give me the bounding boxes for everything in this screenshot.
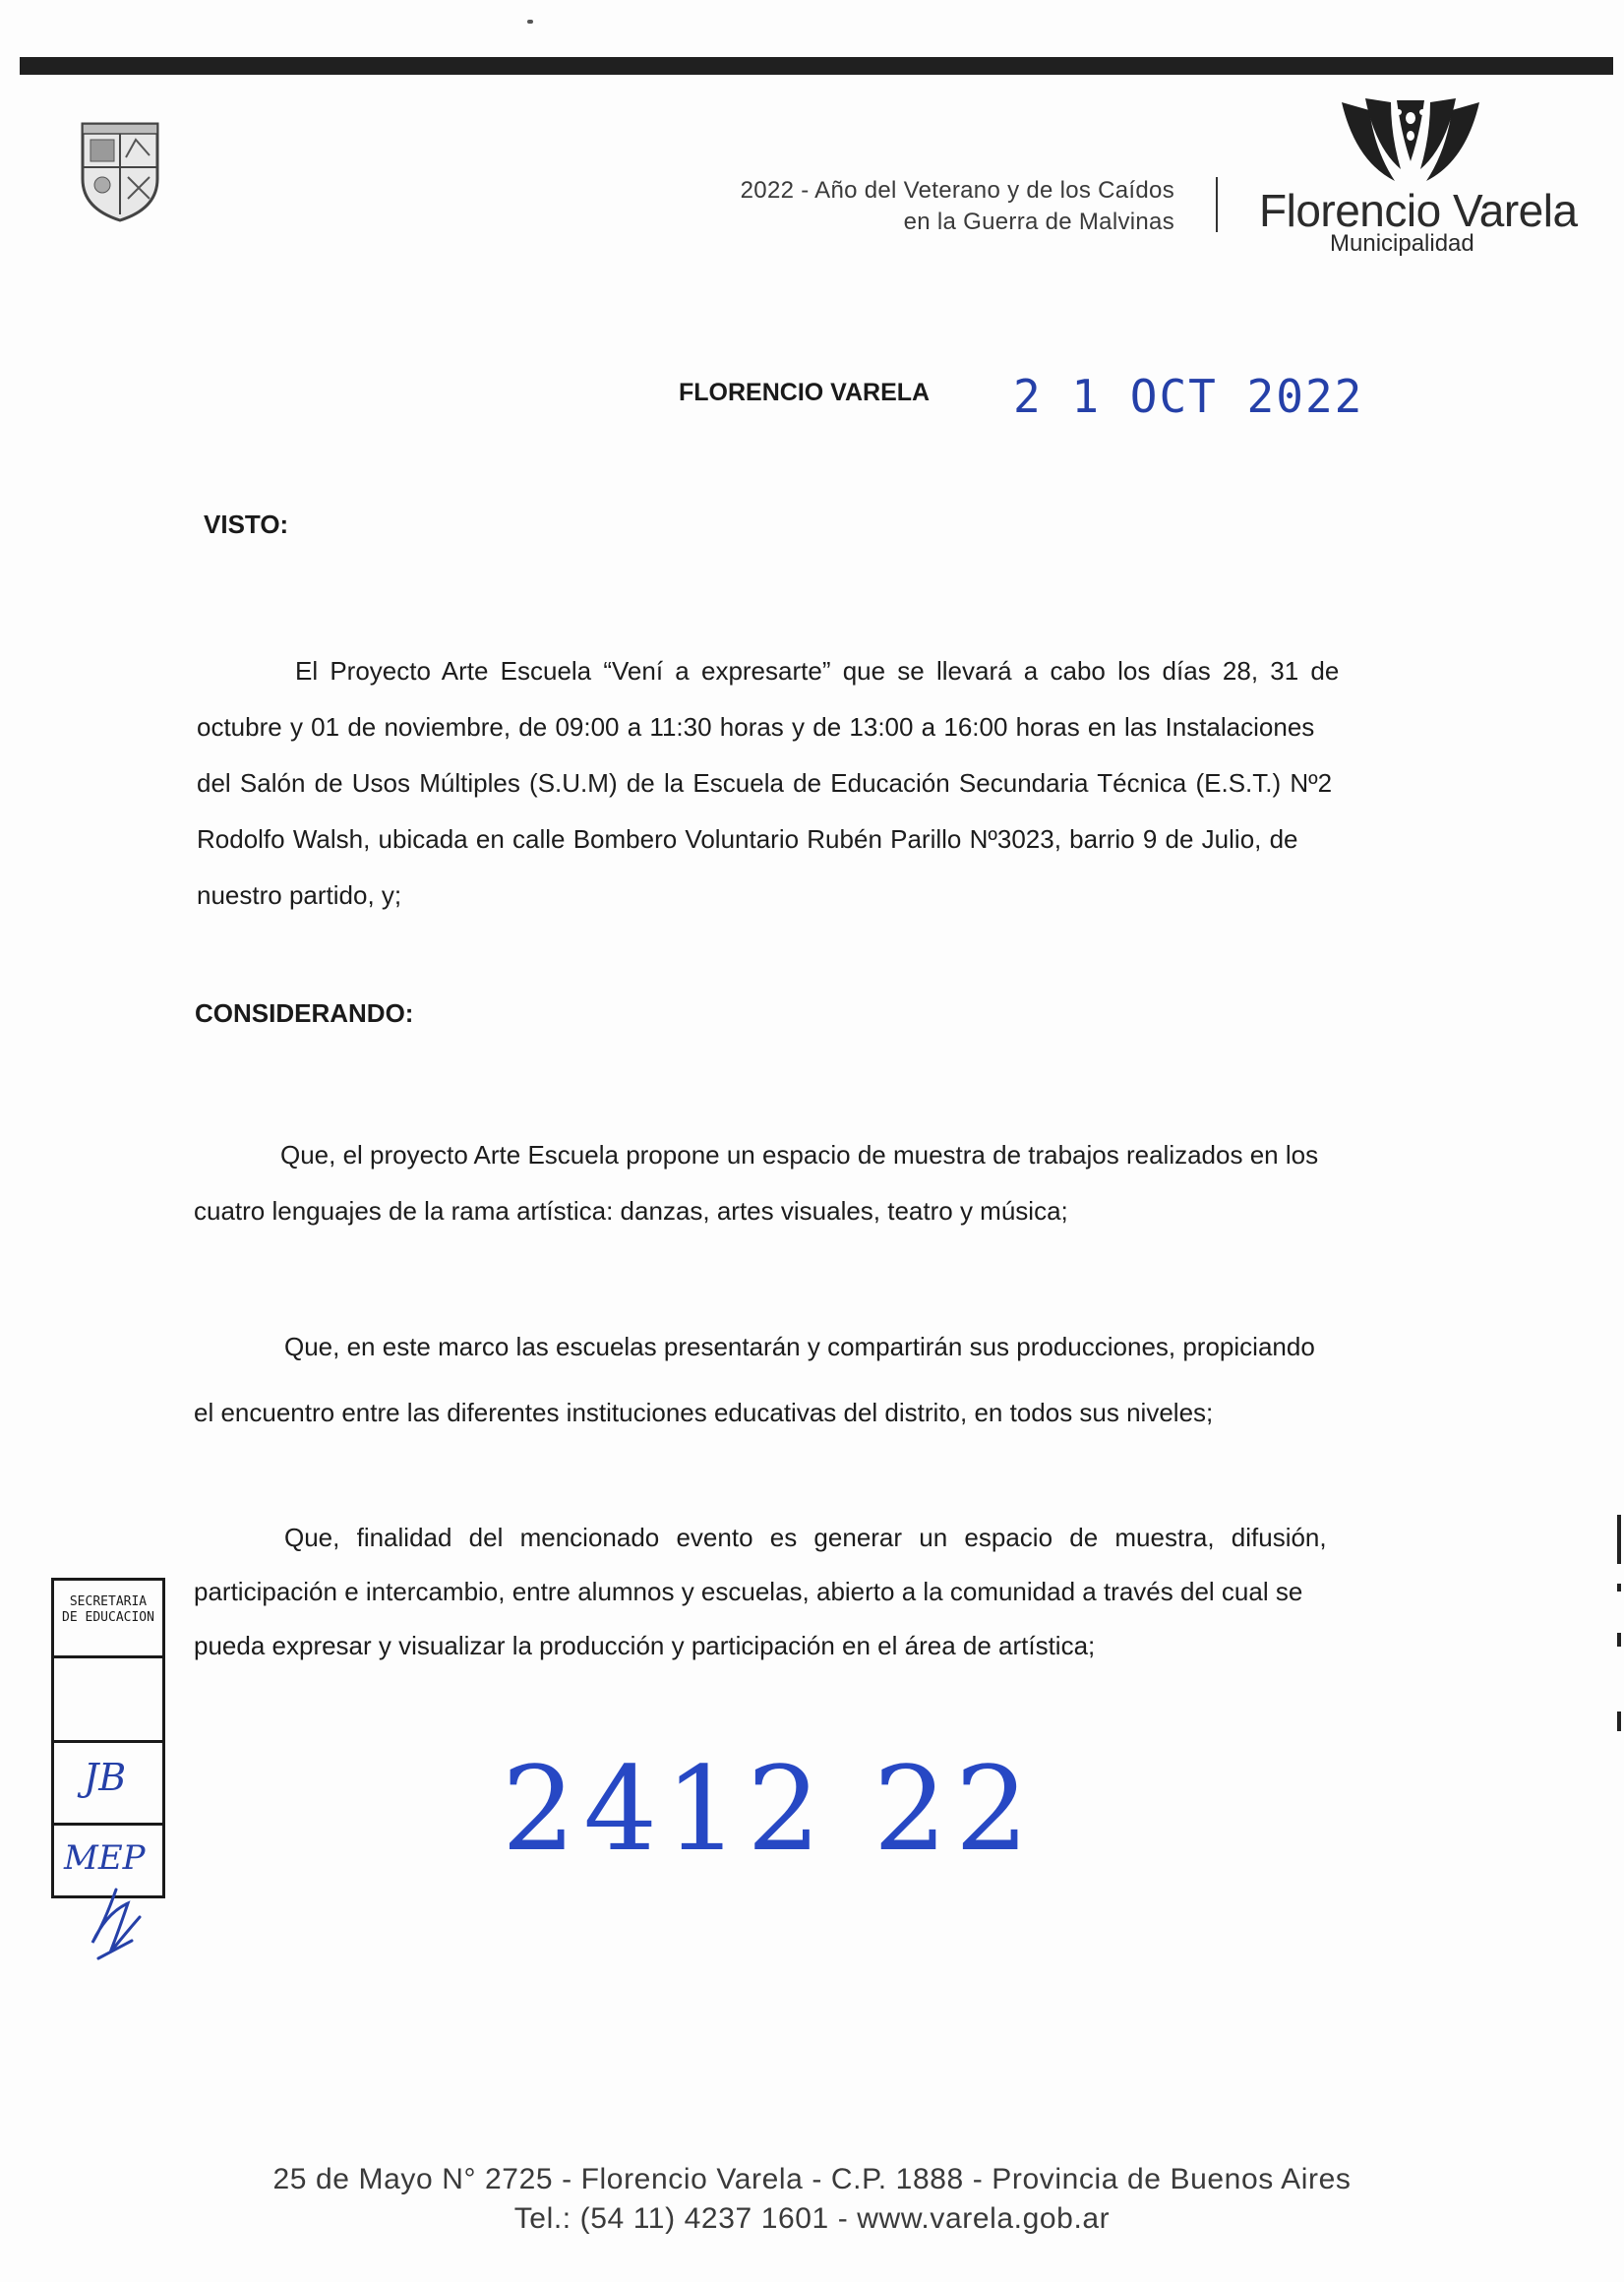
stamp-title-line-2: DE EDUCACION	[62, 1610, 154, 1625]
considerando-line: Que, el proyecto Arte Escuela propone un espacio de muestra de trabajos realizados en los	[280, 1140, 1319, 1170]
stamp-initials-1: JB	[84, 1756, 127, 1799]
considerando-paragraph-3	[194, 1511, 1413, 1673]
header-motto	[630, 175, 1174, 238]
motto-line-2: en la Guerra de Malvinas	[903, 209, 1174, 235]
considerando-paragraph-2	[194, 1314, 1413, 1446]
stamp-divider	[54, 1655, 162, 1658]
visto-heading: VISTO:	[204, 510, 289, 539]
motto-line-1: 2022 - Año del Veterano y de los Caídos	[740, 177, 1174, 204]
visto-paragraph	[197, 643, 1407, 924]
header-divider	[1216, 177, 1218, 232]
municipal-logo-icon	[1336, 92, 1485, 191]
handwritten-signature	[77, 1884, 155, 1960]
considerando-heading: CONSIDERANDO:	[195, 998, 414, 1028]
considerando-line: Que, finalidad del mencionado evento es generar un espacio de muestra, difusión,	[284, 1523, 1327, 1552]
considerando-line: el encuentro entre las diferentes instituciones educativas del distrito, en todos sus niveles;	[194, 1398, 1214, 1427]
considerando-line: participación e intercambio, entre alumnos y escuelas, abierto a la comunidad a través del cual se	[194, 1577, 1303, 1606]
visto-line: del Salón de Usos Múltiples (S.U.M) de la Escuela de Educación Secundaria Técnica (E.S.T.) Nº2	[197, 768, 1333, 798]
scan-top-bar	[20, 57, 1613, 75]
stamp-divider	[54, 1740, 162, 1743]
stamp-divider	[54, 1823, 162, 1826]
date-stamp: 2 1 OCT 2022	[1013, 370, 1364, 423]
considerando-paragraph-1	[194, 1127, 1413, 1239]
secretaria-stamp	[51, 1578, 165, 1898]
stamp-initials-2: MEP	[64, 1838, 146, 1878]
coat-of-arms-icon	[77, 118, 163, 224]
scan-speck	[527, 20, 533, 24]
footer-line-2: Tel.: (54 11) 4237 1601 - www.varela.gob.ar	[513, 2202, 1111, 2235]
visto-line: nuestro partido, y;	[197, 880, 402, 910]
stamp-title-line-1: SECRETARIA	[69, 1594, 148, 1609]
considerando-line: pueda expresar y visualizar la producción y participación en el área de artística;	[194, 1631, 1096, 1660]
footer-address	[0, 2160, 1624, 2239]
visto-line: octubre y 01 de noviembre, de 09:00 a 11:30 horas y de 13:00 a 16:00 horas en las Instalaciones	[197, 712, 1315, 742]
logo-name: Florencio Varela	[1259, 185, 1578, 236]
visto-line: El Proyecto Arte Escuela “Vení a expresarte” que se llevará a cabo los días 28, 31 de	[295, 656, 1340, 686]
stamp-title	[54, 1594, 162, 1626]
logo-subtitle: Municipalidad	[1330, 230, 1474, 257]
dateline-place: FLORENCIO VARELA	[679, 379, 931, 406]
considerando-line: Que, en este marco las escuelas presentarán y compartirán sus producciones, propiciando	[284, 1332, 1315, 1361]
document-number-stamp: 2412 22	[502, 1741, 1037, 1877]
visto-line: Rodolfo Walsh, ubicada en calle Bombero Voluntario Rubén Parillo Nº3023, barrio 9 de Julio, de	[197, 824, 1298, 854]
scan-edge-marks	[1617, 1475, 1621, 1771]
footer-line-1: 25 de Mayo N° 2725 - Florencio Varela - C.P. 1888 - Provincia de Buenos Aires	[272, 2163, 1352, 2195]
considerando-line: cuatro lenguajes de la rama artística: danzas, artes visuales, teatro y música;	[194, 1196, 1068, 1226]
